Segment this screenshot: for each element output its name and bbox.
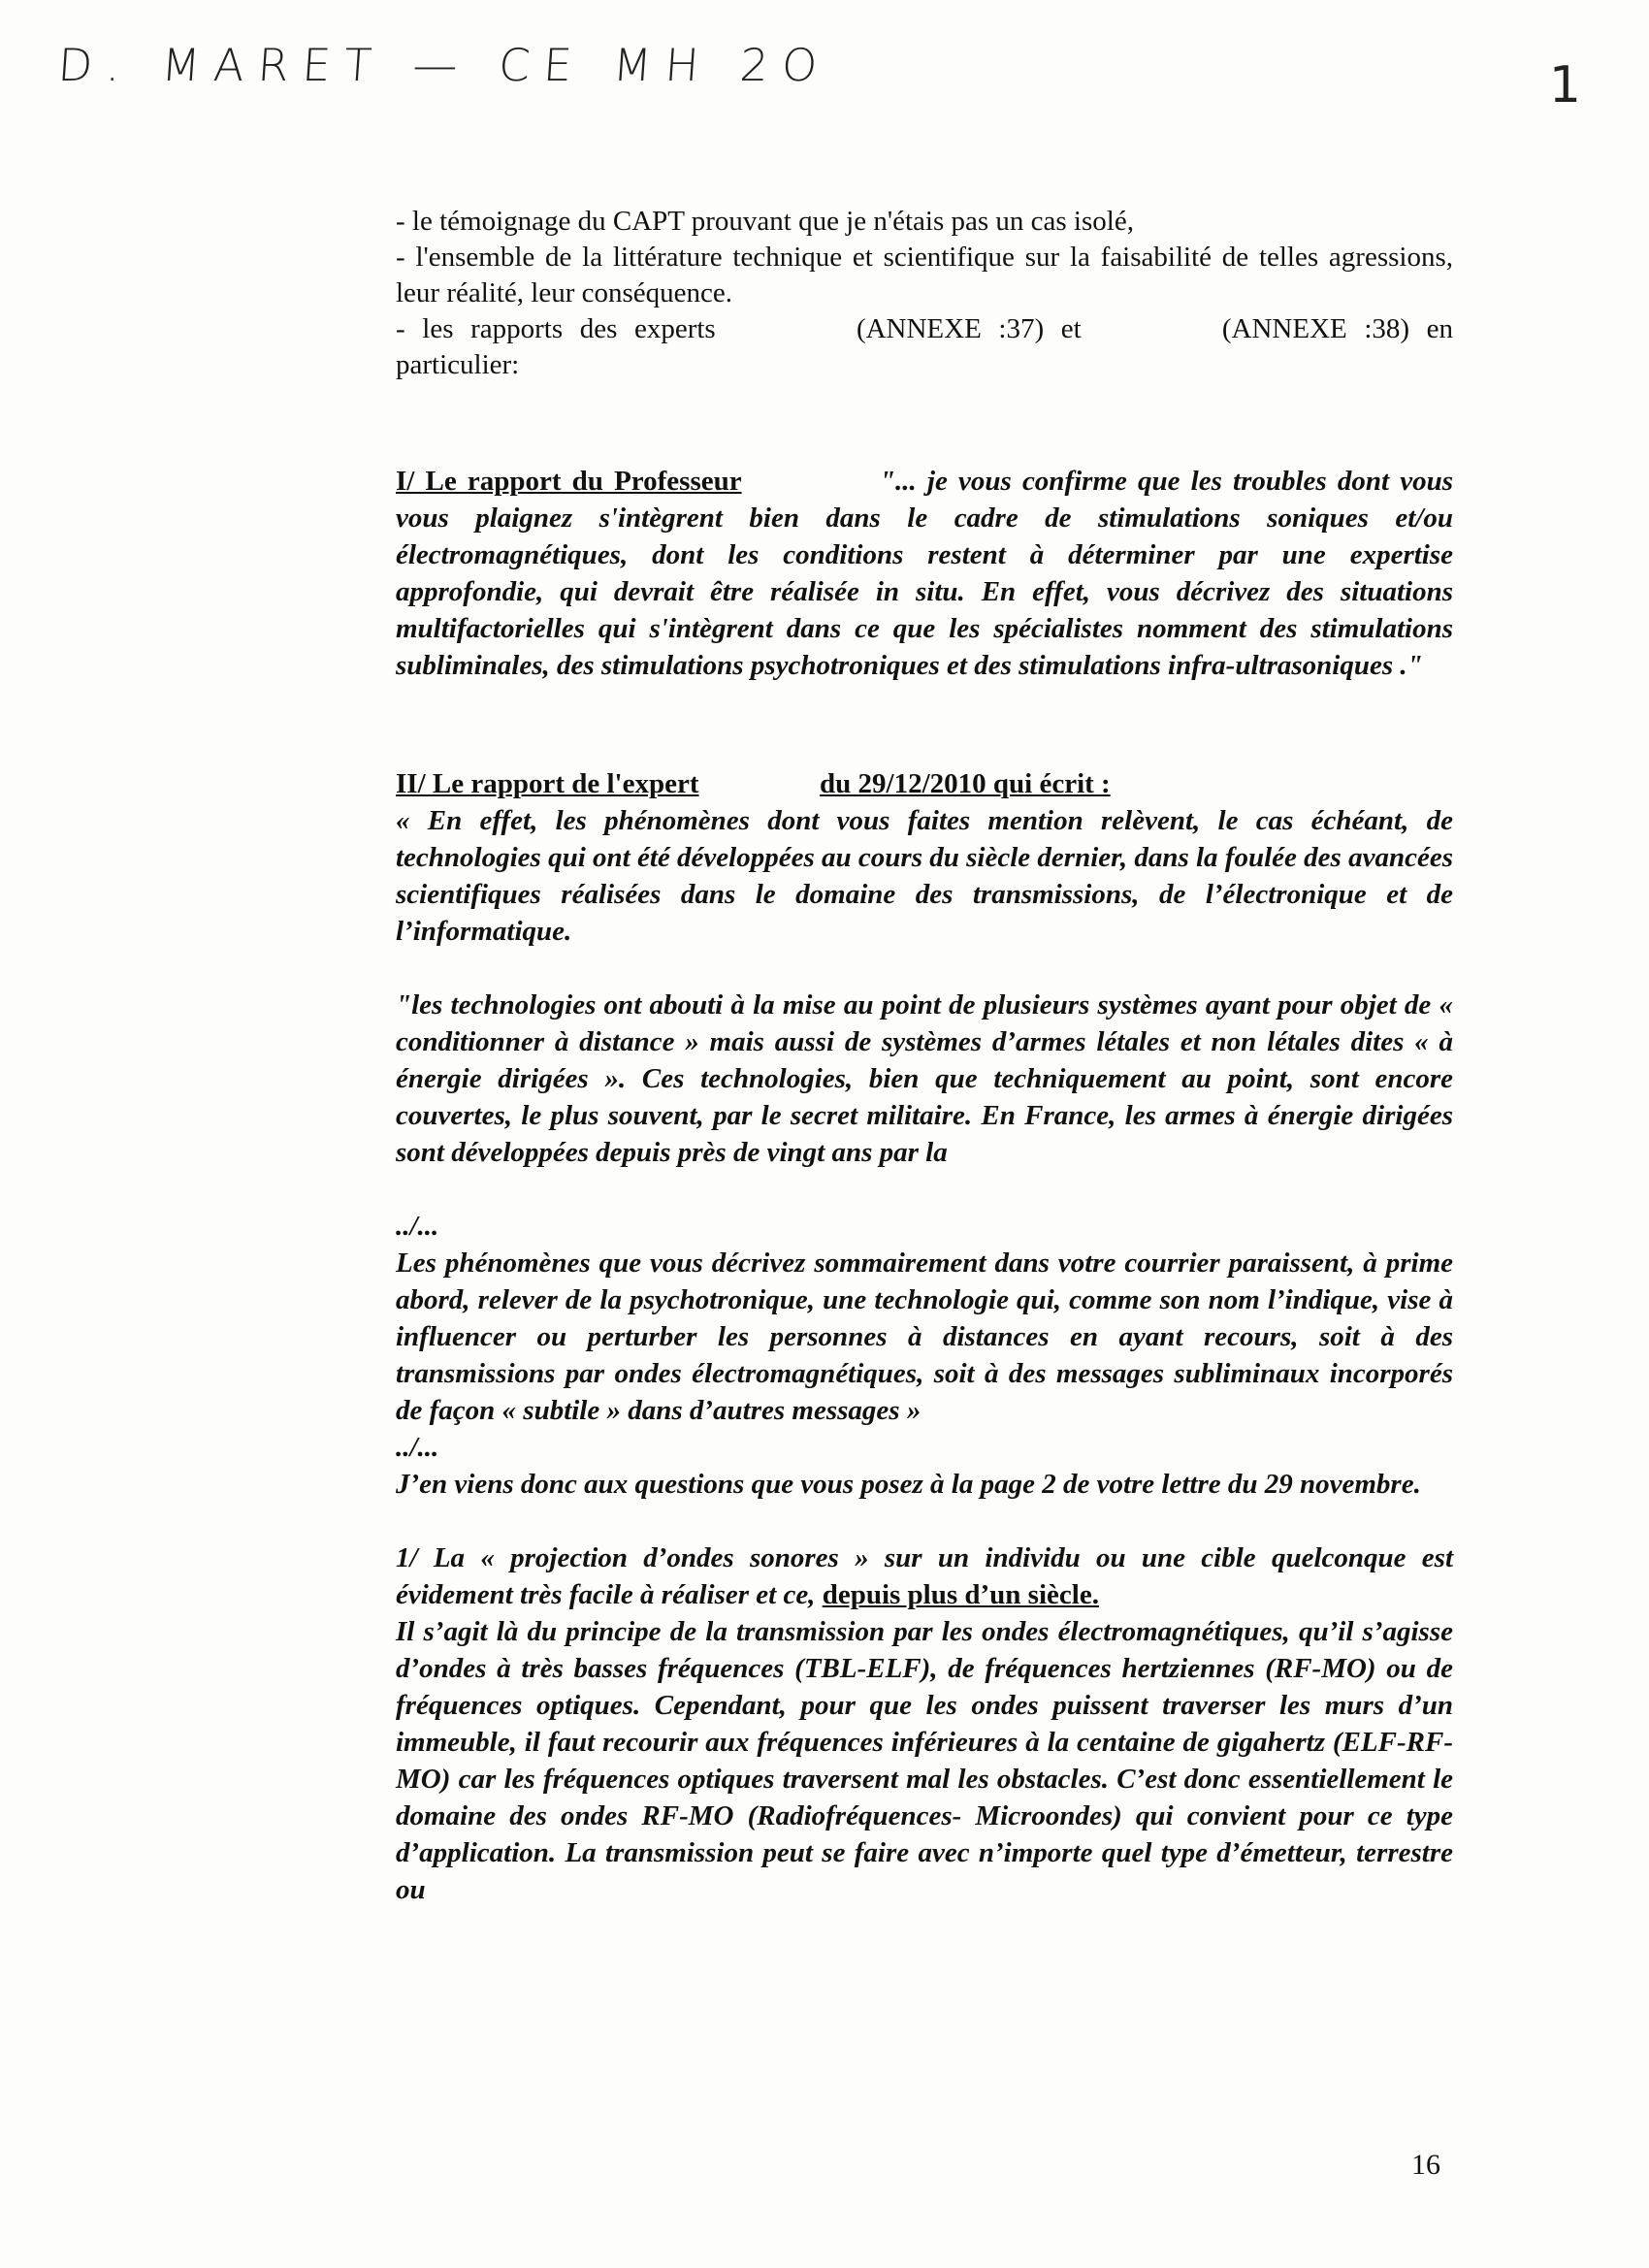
annexe-37: (ANNEXE :37): [856, 313, 1045, 344]
intro-line-1: - le témoignage du CAPT prouvant que je n'étais pas un cas isolé,: [396, 206, 1134, 237]
paragraph-4: J’en viens donc aux questions que vous posez à la page 2 de votre lettre du 29 novembre.: [396, 1469, 1421, 1500]
paragraph-3: Les phénomènes que vous décrivez sommairement dans votre courrier paraissent, à prime abord, relever de la psychotronique, une technologie qui, comme son nom l’indique, vise à influencer ou perturber les personnes à distances en ayant recours, soit à des transmissions par ondes électromagnétiques, soit à des messages subliminaux incorporés de façon « subtile » dans d’autres messages »: [396, 1247, 1453, 1426]
annexe-38: (ANNEXE :38) en particulier:: [396, 313, 1454, 380]
section-1-heading: I/ Le rapport du Professeur: [396, 466, 742, 497]
section-1-quote: "... je vous confirme que les troubles dont vous vous plaignez s'intègrent bien dans le cadre de stimulations soniques et/ou électromagnétiques, dont les conditions restent à déterminer par une expertise approfondie, qui devrait être réalisée in situ. En effet, vous décrivez des situations multifactorielles qui s'intègrent dans ce que les spécialistes nomment des stimulations subliminales, des stimulations psychotroniques et des stimulations infra-ultrasoniques .": [396, 466, 1453, 681]
paragraph-5: [396, 1539, 1453, 1613]
intro-line-2: - l'ensemble de la littérature technique et scientifique sur la faisabilité de telles agressions, leur réalité, leur conséquence.: [396, 242, 1453, 308]
intro-et: et: [1060, 313, 1082, 344]
ellipsis-1: ../...: [396, 1211, 439, 1242]
paragraph-1: « En effet, les phénomènes dont vous faites mention relèvent, le cas échéant, de technologies qui ont été développées au cours du siècle dernier, dans la foulée des avancées scientifiques réalisées dans le domaine des transmissions, de l’électronique et de l’informatique.: [396, 805, 1453, 947]
document-body: [396, 204, 1453, 1908]
paragraph-2: "les technologies ont abouti à la mise au point de plusieurs systèmes ayant pour objet de « conditionner à distance » mais aussi de systèmes d’armes létales et non létales dites « à énergie dirigées ». Ces technologies, bien que techniquement au point, sont encore couvertes, le plus souvent, par le secret militaire. En France, les armes à énergie dirigées sont développées depuis près de vingt ans par la: [396, 989, 1453, 1168]
intro-list: [396, 204, 1453, 383]
paragraph-6: Il s’agit là du principe de la transmission par les ondes électromagnétiques, qu’il s’agisse d’ondes à très basses fréquences (TBL-ELF), de fréquences hertziennes (RF-MO) ou de fréquences optiques. Cependant, pour que les ondes puissent traverser les murs d’un immeuble, il faut recourir aux fréquences inférieures à la centaine de gigahertz (ELF-RF-MO) car les fréquences optiques traversent mal les obstacles. C’est donc essentiellement le domaine des ondes RF-MO (Radiofréquences- Microondes) qui convient pour ce type d’application. La transmission peut se faire avec n’importe quel type d’émetteur, terrestre ou: [396, 1616, 1453, 1905]
page-number: 16: [1411, 2149, 1440, 2181]
section-2-heading: [396, 765, 1453, 802]
handwritten-name: D. MARET — CE MH 2O: [56, 39, 833, 91]
intro-line-3-start: - les rapports des experts: [396, 313, 716, 344]
intro-line-3: [396, 311, 1453, 383]
paragraph-5-underlined: depuis plus d’un siècle.: [822, 1579, 1099, 1610]
section-1-text: [396, 463, 1453, 684]
handwritten-number: 1: [1548, 56, 1581, 114]
section-2-heading-end: du 29/12/2010 qui écrit :: [820, 768, 1111, 799]
section-2: [396, 765, 1453, 1908]
section-1: [396, 463, 1453, 684]
paragraph-5-start: 1/ La « projection d’ondes sonores » sur un individu ou une cible quelconque est évidement très facile à réaliser et ce,: [396, 1542, 1453, 1610]
section-2-heading-start: II/ Le rapport de l'expert: [396, 768, 699, 799]
ellipsis-2: ../...: [396, 1432, 439, 1463]
section-2-text: [396, 802, 1453, 1908]
